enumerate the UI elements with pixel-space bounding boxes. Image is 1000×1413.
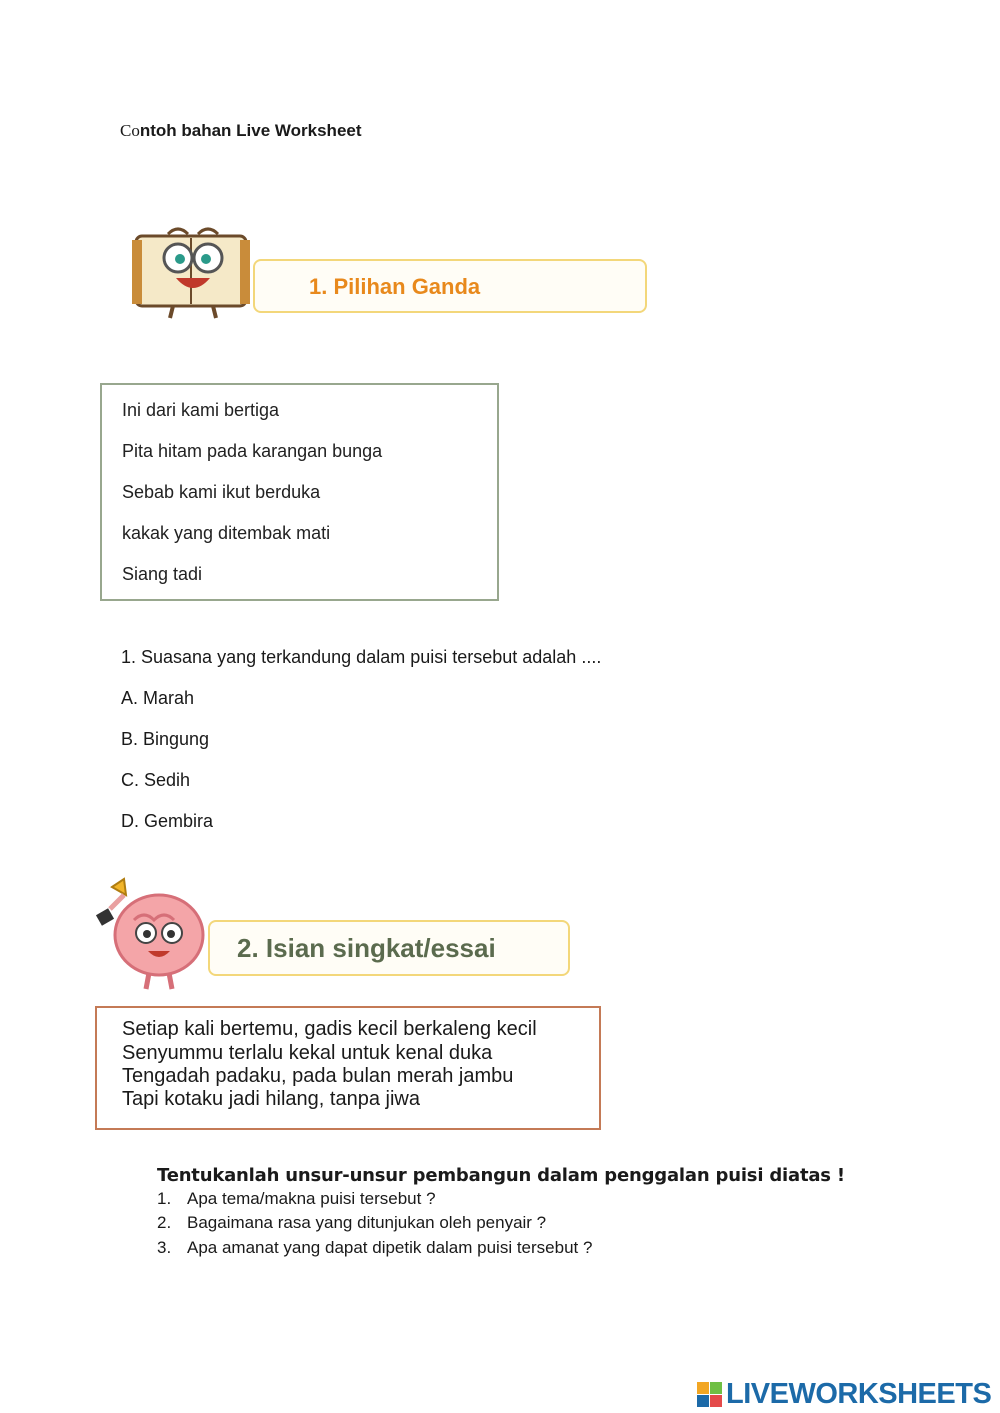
poem1-line: Ini dari kami bertiga bbox=[122, 400, 280, 420]
option-a[interactable]: A. Marah bbox=[121, 688, 195, 708]
section1-heading: 1. Pilihan Ganda bbox=[309, 274, 481, 299]
section2-banner bbox=[208, 920, 570, 976]
option-b[interactable]: B. Bingung bbox=[121, 729, 210, 749]
logo-text: LIVEWORKSHEETS bbox=[726, 1378, 992, 1410]
logo-mark-icon bbox=[697, 1382, 722, 1407]
poem1-line: Siang tadi bbox=[122, 564, 203, 584]
logo-square bbox=[710, 1395, 722, 1407]
logo-square bbox=[710, 1382, 722, 1394]
logo-square bbox=[697, 1382, 709, 1394]
poem2-box bbox=[95, 1006, 601, 1130]
essay-question-text: Apa tema/makna puisi tersebut ? bbox=[187, 1189, 436, 1208]
title-prefix: Co bbox=[120, 121, 140, 140]
option-c[interactable]: C. Sedih bbox=[121, 770, 191, 790]
essay-question-number: 1. bbox=[157, 1189, 172, 1208]
essay-question-text: Bagaimana rasa yang ditunjukan oleh penyair ? bbox=[187, 1213, 547, 1232]
essay-instruction: Tentukanlah unsur-unsur pembangun dalam penggalan puisi diatas ! bbox=[157, 1165, 845, 1186]
liveworksheets-logo[interactable] bbox=[697, 1378, 991, 1411]
document-title bbox=[120, 121, 362, 141]
poem2-line: Tapi kotaku jadi hilang, tanpa jiwa bbox=[122, 1088, 420, 1110]
section1-banner bbox=[253, 259, 647, 313]
poem1-line: Pita hitam pada karangan bunga bbox=[122, 441, 383, 461]
poem1-line: kakak yang ditembak mati bbox=[122, 523, 331, 543]
essay-question-number: 2. bbox=[157, 1213, 172, 1232]
book-mascot-icon bbox=[128, 216, 258, 331]
title-rest: ntoh bahan Live Worksheet bbox=[139, 121, 362, 140]
section2-heading: 2. Isian singkat/essai bbox=[237, 933, 496, 963]
poem2-line: Tengadah padaku, pada bulan merah jambu bbox=[122, 1065, 514, 1087]
poem1-line: Sebab kami ikut berduka bbox=[122, 482, 321, 502]
option-d[interactable]: D. Gembira bbox=[121, 811, 214, 831]
essay-question-text: Apa amanat yang dapat dipetik dalam puisi tersebut ? bbox=[187, 1238, 593, 1257]
brain-mascot-icon bbox=[94, 865, 214, 1005]
question-1: 1. Suasana yang terkandung dalam puisi tersebut adalah .... bbox=[121, 647, 602, 667]
poem1-box bbox=[100, 383, 499, 601]
poem2-line: Setiap kali bertemu, gadis kecil berkaleng kecil bbox=[122, 1018, 537, 1040]
poem2-line: Senyummu terlalu kekal untuk kenal duka bbox=[122, 1042, 493, 1064]
logo-square bbox=[697, 1395, 709, 1407]
essay-question-number: 3. bbox=[157, 1238, 172, 1257]
